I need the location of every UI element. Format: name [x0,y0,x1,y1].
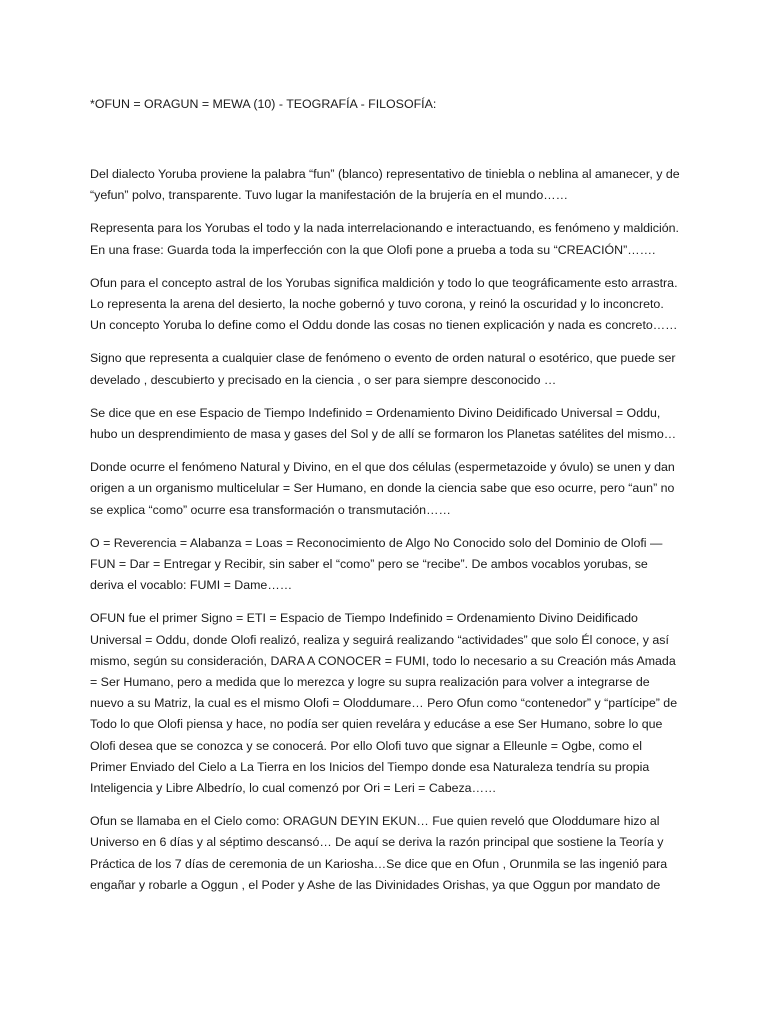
paragraph-primer-signo: OFUN fue el primer Signo = ETI = Espacio de Tiempo Indefinido = Ordenamiento Divino Deidificado Universal = Oddu, donde Olofi realizó, realiza y seguirá realizando “actividades” que solo Él conoce, y así mismo, según su consideración, DARA A CONOCER = FUMI, todo lo necesario a su Creación más Amada = Ser Humano, pero a medida que lo merezca y logre su supra realización para volver a integrarse de nuevo a su Matriz, la cual es el mismo Olofi = Oloddumare… Pero Ofun como “contenedor” y “partícipe” de Todo lo que Olofi piensa y hace, no podía ser quien revelára y educáse a ese Ser Humano, sobre lo que Olofi desea que se conozca y se conocerá. Por ello Olofi tuvo que signar a Elleunle = Ogbe, como el Primer Enviado del Cielo a La Tierra en los Inicios del Tiempo donde esa Naturaleza tendría su propia Inteligencia y Libre Albedrío, lo cual comenzó por Ori = Leri = Cabeza…… [90,611,678,796]
paragraph-reverencia-fun: O = Reverencia = Alabanza = Loas = Reconocimiento de Algo No Conocido solo del Dominio de Olofi — FUN = Dar = Entregar y Recibir, sin saber el “como” pero se “recibe”. De ambos vocablos yorubas, se deriva el vocablo: FUMI = Dame…… [90,535,663,593]
paragraph-fenomeno-natural: Donde ocurre el fenómeno Natural y Divino, en el que dos células (espermetazoide y óvulo) se unen y dan origen a un organismo multicelular = Ser Humano, en donde la ciencia sabe que eso ocurre, pero “aun” no se explica “como” ocurre esa transformación o transmutación…… [90,460,675,517]
paragraph-fun-origin: Del dialecto Yoruba proviene la palabra “fun” (blanco) representativo de tiniebla o neblina al amanecer, y de “yefun” polvo, transparente. Tuvo lugar la manifestación de la brujería en el mundo…… [90,167,680,203]
paragraph-signo-fenomeno: Signo que representa a cualquier clase de fenómeno o evento de orden natural o esotérico, que puede ser develado , descubierto y precisado en la ciencia , o ser para siempre desconocido … [90,351,676,387]
paragraph-oragun-deyin-ekun: Ofun se llamaba en el Cielo como: ORAGUN DEYIN EKUN… Fue quien reveló que Oloddumare hizo al Universo en 6 días y al séptimo descansó… De aquí se deriva la razón principal que sostiene la Teoría y Práctica de los 7 días de ceremonia de un Kariosha…Se dice que en Ofun , Orunmila se las ingenió para engañar y robarle a Oggun , el Poder y Ashe de las Divinidades Orishas, ya que Oggun por mandato de [90,814,668,892]
paragraph-espacio-tiempo: Se dice que en ese Espacio de Tiempo Indefinido = Ordenamiento Divino Deidificado Universal = Oddu, hubo un desprendimiento de masa y gases del Sol y de allí se formaron los Planetas satélites del mismo… [90,405,677,442]
paragraph-concepto-astral: Ofun para el concepto astral de los Yorubas significa maldición y todo lo que teográficamente esto arrastra. Lo representa la arena del desierto, la noche gobernó y tuvo corona, y reinó la oscuridad y lo inconcreto. Un concepto Yoruba lo define como el Oddu donde las cosas no tienen explicación y nada es concreto…… [90,275,678,333]
document-title: *OFUN = ORAGUN = MEWA (10) - TEOGRAFÍA - FILOSOFÍA: [90,97,437,111]
paragraph-todo-nada: Representa para los Yorubas el todo y la nada interrelacionando e interactuando, es fenómeno y maldición. En una frase: Guarda toda la imperfección con la que Olofi pone a prueba a toda su “CREACIÓN”……. [90,221,679,257]
document-page [90,94,680,908]
